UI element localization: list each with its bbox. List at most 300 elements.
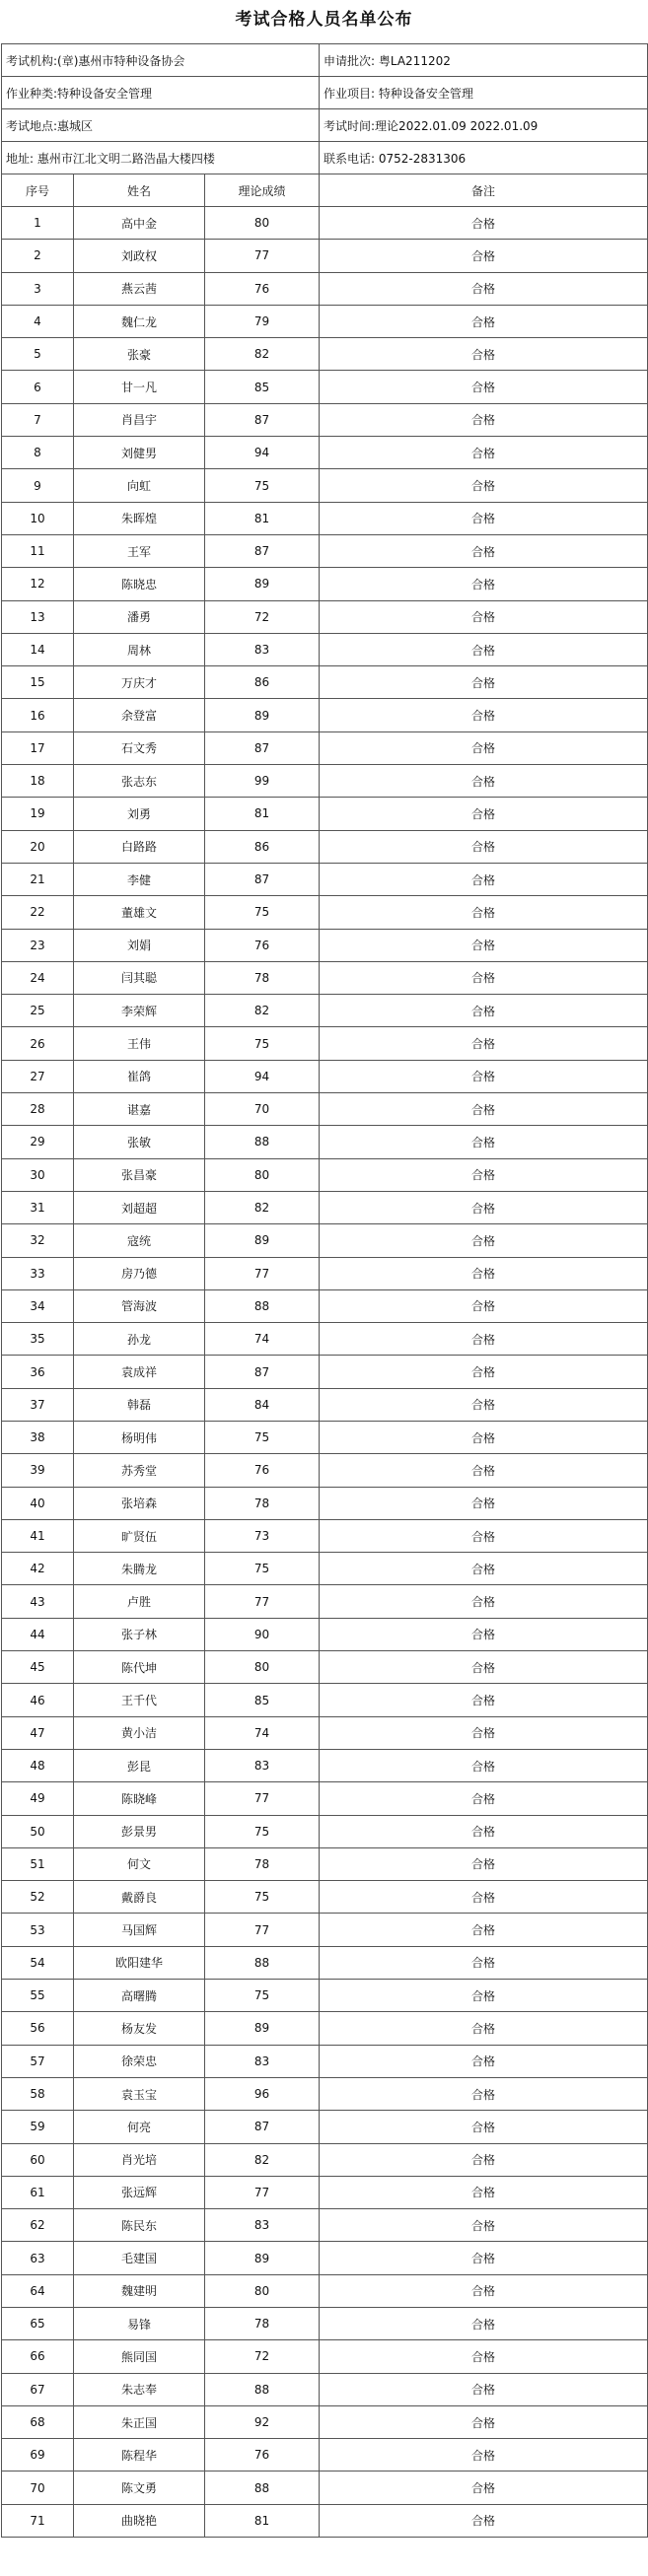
remark: 合格: [320, 2242, 648, 2274]
row-number: 33: [2, 1257, 74, 1289]
theory-score: 83: [205, 633, 320, 665]
theory-score: 78: [205, 1847, 320, 1880]
header-score: 理论成绩: [205, 174, 320, 207]
remark: 合格: [320, 1847, 648, 1880]
remark: 合格: [320, 2077, 648, 2110]
theory-score: 77: [205, 240, 320, 272]
theory-score: 77: [205, 1585, 320, 1618]
theory-score: 84: [205, 1388, 320, 1421]
remark: 合格: [320, 1289, 648, 1322]
theory-score: 88: [205, 1946, 320, 1979]
theory-score: 92: [205, 2405, 320, 2438]
theory-score: 75: [205, 1980, 320, 2012]
theory-score: 80: [205, 2274, 320, 2307]
row-number: 5: [2, 338, 74, 371]
remark: 合格: [320, 338, 648, 371]
row-number: 43: [2, 1585, 74, 1618]
theory-score: 85: [205, 1684, 320, 1716]
row-number: 2: [2, 240, 74, 272]
person-name: 朱正国: [74, 2405, 205, 2438]
remark: 合格: [320, 207, 648, 240]
theory-score: 75: [205, 1815, 320, 1847]
info-row-1: [2, 44, 648, 77]
theory-score: 88: [205, 1126, 320, 1158]
person-name: 万庆才: [74, 666, 205, 699]
row-number: 28: [2, 1093, 74, 1126]
row-number: 55: [2, 1980, 74, 2012]
table-row: [2, 1519, 648, 1552]
remark: 合格: [320, 1716, 648, 1749]
row-number: 44: [2, 1618, 74, 1650]
table-row: [2, 666, 648, 699]
person-name: 李健: [74, 863, 205, 895]
theory-score: 73: [205, 1519, 320, 1552]
remark: 合格: [320, 272, 648, 305]
remark: 合格: [320, 534, 648, 567]
row-number: 31: [2, 1191, 74, 1223]
person-name: 陈代坤: [74, 1651, 205, 1684]
person-name: 彭昆: [74, 1749, 205, 1781]
table-row: [2, 1126, 648, 1158]
table-row: [2, 568, 648, 600]
table-row: [2, 1289, 648, 1322]
table-row: [2, 1553, 648, 1585]
theory-score: 89: [205, 699, 320, 731]
row-number: 56: [2, 2012, 74, 2045]
row-number: 11: [2, 534, 74, 567]
row-number: 66: [2, 2340, 74, 2373]
remark: 合格: [320, 437, 648, 469]
row-number: 32: [2, 1224, 74, 1257]
table-row: [2, 830, 648, 863]
table-row: [2, 469, 648, 502]
theory-score: 81: [205, 2504, 320, 2537]
theory-score: 78: [205, 1487, 320, 1519]
person-name: 陈程华: [74, 2439, 205, 2472]
remark: 合格: [320, 1158, 648, 1191]
person-name: 魏建明: [74, 2274, 205, 2307]
row-number: 26: [2, 1027, 74, 1060]
remark: 合格: [320, 633, 648, 665]
row-number: 6: [2, 371, 74, 403]
remark: 合格: [320, 502, 648, 534]
person-name: 张远辉: [74, 2176, 205, 2208]
theory-score: 86: [205, 830, 320, 863]
remark: 合格: [320, 1651, 648, 1684]
person-name: 余登富: [74, 699, 205, 731]
remark: 合格: [320, 896, 648, 929]
person-name: 王伟: [74, 1027, 205, 1060]
person-name: 燕云茜: [74, 272, 205, 305]
theory-score: 83: [205, 2209, 320, 2242]
person-name: 董雄文: [74, 896, 205, 929]
table-row: [2, 1651, 648, 1684]
row-number: 54: [2, 1946, 74, 1979]
theory-score: 82: [205, 1191, 320, 1223]
theory-score: 90: [205, 1618, 320, 1650]
remark: 合格: [320, 2012, 648, 2045]
remark: 合格: [320, 765, 648, 798]
remark: 合格: [320, 961, 648, 994]
table-row: [2, 1815, 648, 1847]
theory-score: 86: [205, 666, 320, 699]
person-name: 陈晓峰: [74, 1782, 205, 1815]
theory-score: 85: [205, 371, 320, 403]
theory-score: 88: [205, 2373, 320, 2405]
theory-score: 77: [205, 1257, 320, 1289]
person-name: 徐荣忠: [74, 2045, 205, 2077]
person-name: 房乃德: [74, 1257, 205, 1289]
table-row: [2, 272, 648, 305]
row-number: 7: [2, 403, 74, 436]
person-name: 白路路: [74, 830, 205, 863]
person-name: 陈文勇: [74, 2472, 205, 2504]
row-number: 52: [2, 1881, 74, 1914]
row-number: 30: [2, 1158, 74, 1191]
row-number: 37: [2, 1388, 74, 1421]
theory-score: 78: [205, 961, 320, 994]
table-row: [2, 207, 648, 240]
table-row: [2, 1323, 648, 1356]
row-number: 71: [2, 2504, 74, 2537]
remark: 合格: [320, 2045, 648, 2077]
table-row: [2, 1027, 648, 1060]
theory-score: 79: [205, 305, 320, 337]
table-row: [2, 2111, 648, 2143]
remark: 合格: [320, 1914, 648, 1946]
theory-score: 89: [205, 2242, 320, 2274]
person-name: 崔鸽: [74, 1060, 205, 1092]
table-row: [2, 338, 648, 371]
remark: 合格: [320, 1519, 648, 1552]
theory-score: 89: [205, 568, 320, 600]
person-name: 石文秀: [74, 731, 205, 764]
row-number: 23: [2, 929, 74, 961]
table-row: [2, 2045, 648, 2077]
row-number: 17: [2, 731, 74, 764]
table-row: [2, 1388, 648, 1421]
row-number: 35: [2, 1323, 74, 1356]
person-name: 高曙腾: [74, 1980, 205, 2012]
theory-score: 80: [205, 1651, 320, 1684]
remark: 合格: [320, 2176, 648, 2208]
row-number: 9: [2, 469, 74, 502]
person-name: 陈民东: [74, 2209, 205, 2242]
remark: 合格: [320, 2439, 648, 2472]
remark: 合格: [320, 1323, 648, 1356]
person-name: 张敏: [74, 1126, 205, 1158]
person-name: 寇统: [74, 1224, 205, 1257]
header-no: 序号: [2, 174, 74, 207]
theory-score: 77: [205, 1782, 320, 1815]
remark: 合格: [320, 1618, 648, 1650]
person-name: 旷贤伍: [74, 1519, 205, 1552]
table-row: [2, 240, 648, 272]
table-row: [2, 929, 648, 961]
table-row: [2, 2274, 648, 2307]
person-name: 李荣辉: [74, 995, 205, 1027]
row-number: 40: [2, 1487, 74, 1519]
table-row: [2, 2373, 648, 2405]
person-name: 朱晖煌: [74, 502, 205, 534]
row-number: 12: [2, 568, 74, 600]
row-number: 67: [2, 2373, 74, 2405]
table-row: [2, 2472, 648, 2504]
person-name: 刘娟: [74, 929, 205, 961]
person-name: 毛建国: [74, 2242, 205, 2274]
exam-location: 考试地点:惠城区: [2, 109, 320, 142]
theory-score: 83: [205, 2045, 320, 2077]
row-number: 4: [2, 305, 74, 337]
remark: 合格: [320, 2472, 648, 2504]
person-name: 张培森: [74, 1487, 205, 1519]
theory-score: 81: [205, 798, 320, 830]
page-title: 考试合格人员名单公布: [235, 10, 413, 30]
work-project: 作业项目: 特种设备安全管理: [320, 77, 648, 109]
theory-score: 96: [205, 2077, 320, 2110]
table-row: [2, 1454, 648, 1487]
remark: 合格: [320, 1257, 648, 1289]
remark: 合格: [320, 1553, 648, 1585]
row-number: 45: [2, 1651, 74, 1684]
theory-score: 80: [205, 207, 320, 240]
remark: 合格: [320, 305, 648, 337]
table-row: [2, 2308, 648, 2340]
row-number: 41: [2, 1519, 74, 1552]
row-number: 15: [2, 666, 74, 699]
table-row: [2, 534, 648, 567]
row-number: 50: [2, 1815, 74, 1847]
theory-score: 81: [205, 502, 320, 534]
table-row: [2, 1749, 648, 1781]
person-name: 陈晓忠: [74, 568, 205, 600]
row-number: 65: [2, 2308, 74, 2340]
theory-score: 87: [205, 534, 320, 567]
person-name: 刘健男: [74, 437, 205, 469]
person-name: 张豪: [74, 338, 205, 371]
remark: 合格: [320, 1749, 648, 1781]
person-name: 何亮: [74, 2111, 205, 2143]
row-number: 20: [2, 830, 74, 863]
person-name: 易锋: [74, 2308, 205, 2340]
remark: 合格: [320, 1224, 648, 1257]
table-row: [2, 1980, 648, 2012]
remark: 合格: [320, 371, 648, 403]
person-name: 马国辉: [74, 1914, 205, 1946]
header-remark: 备注: [320, 174, 648, 207]
table-row: [2, 1356, 648, 1388]
theory-score: 78: [205, 2308, 320, 2340]
person-name: 谌嘉: [74, 1093, 205, 1126]
table-row: [2, 1487, 648, 1519]
row-number: 16: [2, 699, 74, 731]
table-row: [2, 371, 648, 403]
table-row: [2, 863, 648, 895]
remark: 合格: [320, 798, 648, 830]
table-row: [2, 2077, 648, 2110]
row-number: 1: [2, 207, 74, 240]
remark: 合格: [320, 2274, 648, 2307]
table-row: [2, 731, 648, 764]
person-name: 袁成祥: [74, 1356, 205, 1388]
theory-score: 87: [205, 863, 320, 895]
remark: 合格: [320, 1027, 648, 1060]
row-number: 10: [2, 502, 74, 534]
person-name: 朱志奉: [74, 2373, 205, 2405]
remark: 合格: [320, 1388, 648, 1421]
remark: 合格: [320, 699, 648, 731]
person-name: 潘勇: [74, 600, 205, 633]
table-row: [2, 1684, 648, 1716]
table-row: [2, 2242, 648, 2274]
theory-score: 75: [205, 1027, 320, 1060]
remark: 合格: [320, 929, 648, 961]
theory-score: 72: [205, 600, 320, 633]
person-name: 张子林: [74, 1618, 205, 1650]
row-number: 14: [2, 633, 74, 665]
row-number: 62: [2, 2209, 74, 2242]
remark: 合格: [320, 568, 648, 600]
theory-score: 76: [205, 1454, 320, 1487]
remark: 合格: [320, 666, 648, 699]
row-number: 3: [2, 272, 74, 305]
person-name: 刘政权: [74, 240, 205, 272]
remark: 合格: [320, 1093, 648, 1126]
row-number: 57: [2, 2045, 74, 2077]
row-number: 60: [2, 2143, 74, 2176]
theory-score: 83: [205, 1749, 320, 1781]
row-number: 25: [2, 995, 74, 1027]
remark: 合格: [320, 1980, 648, 2012]
person-name: 闫其聪: [74, 961, 205, 994]
row-number: 42: [2, 1553, 74, 1585]
row-number: 47: [2, 1716, 74, 1749]
row-number: 61: [2, 2176, 74, 2208]
table-row: [2, 896, 648, 929]
theory-score: 75: [205, 1881, 320, 1914]
remark: 合格: [320, 2373, 648, 2405]
remark: 合格: [320, 1356, 648, 1388]
row-number: 22: [2, 896, 74, 929]
theory-score: 89: [205, 1224, 320, 1257]
person-name: 韩磊: [74, 1388, 205, 1421]
row-number: 13: [2, 600, 74, 633]
person-name: 欧阳建华: [74, 1946, 205, 1979]
row-number: 48: [2, 1749, 74, 1781]
row-number: 27: [2, 1060, 74, 1092]
theory-score: 88: [205, 1289, 320, 1322]
remark: 合格: [320, 1421, 648, 1453]
person-name: 周林: [74, 633, 205, 665]
header-name: 姓名: [74, 174, 205, 207]
remark: 合格: [320, 469, 648, 502]
info-row-2: [2, 77, 648, 109]
theory-score: 94: [205, 437, 320, 469]
row-number: 38: [2, 1421, 74, 1453]
person-name: 张志东: [74, 765, 205, 798]
remark: 合格: [320, 2143, 648, 2176]
theory-score: 89: [205, 2012, 320, 2045]
table-row: [2, 2340, 648, 2373]
theory-score: 82: [205, 2143, 320, 2176]
remark: 合格: [320, 2340, 648, 2373]
row-number: 34: [2, 1289, 74, 1322]
person-name: 卢胜: [74, 1585, 205, 1618]
info-row-4: [2, 142, 648, 174]
table-row: [2, 1618, 648, 1650]
remark: 合格: [320, 1487, 648, 1519]
table-row: [2, 699, 648, 731]
table-row: [2, 2504, 648, 2537]
theory-score: 75: [205, 1421, 320, 1453]
theory-score: 87: [205, 1356, 320, 1388]
table-row: [2, 2143, 648, 2176]
table-row: [2, 1421, 648, 1453]
table-row: [2, 765, 648, 798]
table-row: [2, 305, 648, 337]
address: 地址: 惠州市江北文明二路浩晶大楼四楼: [2, 142, 320, 174]
remark: 合格: [320, 1684, 648, 1716]
remark: 合格: [320, 600, 648, 633]
person-name: 管海波: [74, 1289, 205, 1322]
theory-score: 87: [205, 731, 320, 764]
remark: 合格: [320, 2405, 648, 2438]
person-name: 熊同国: [74, 2340, 205, 2373]
row-number: 36: [2, 1356, 74, 1388]
table-row: [2, 502, 648, 534]
exam-time: 考试时间:理论2022.01.09 2022.01.09: [320, 109, 648, 142]
exam-org: 考试机构:(章)惠州市特种设备协会: [2, 44, 320, 77]
row-number: 68: [2, 2405, 74, 2438]
theory-score: 74: [205, 1716, 320, 1749]
theory-score: 76: [205, 929, 320, 961]
remark: 合格: [320, 1126, 648, 1158]
table-row: [2, 2176, 648, 2208]
person-name: 甘一凡: [74, 371, 205, 403]
person-name: 向虹: [74, 469, 205, 502]
remark: 合格: [320, 240, 648, 272]
theory-score: 80: [205, 1158, 320, 1191]
row-number: 69: [2, 2439, 74, 2472]
table-row: [2, 1585, 648, 1618]
row-number: 29: [2, 1126, 74, 1158]
row-number: 18: [2, 765, 74, 798]
remark: 合格: [320, 2209, 648, 2242]
row-number: 46: [2, 1684, 74, 1716]
person-name: 刘超超: [74, 1191, 205, 1223]
theory-score: 82: [205, 995, 320, 1027]
remark: 合格: [320, 731, 648, 764]
person-name: 曲晓艳: [74, 2504, 205, 2537]
table-row: [2, 1224, 648, 1257]
theory-score: 74: [205, 1323, 320, 1356]
person-name: 袁玉宝: [74, 2077, 205, 2110]
work-category: 作业种类:特种设备安全管理: [2, 77, 320, 109]
person-name: 杨友发: [74, 2012, 205, 2045]
remark: 合格: [320, 1060, 648, 1092]
contact-phone: 联系电话: 0752-2831306: [320, 142, 648, 174]
theory-score: 72: [205, 2340, 320, 2373]
person-name: 苏秀堂: [74, 1454, 205, 1487]
theory-score: 77: [205, 1914, 320, 1946]
row-number: 21: [2, 863, 74, 895]
table-row: [2, 1060, 648, 1092]
row-number: 39: [2, 1454, 74, 1487]
theory-score: 75: [205, 469, 320, 502]
theory-score: 75: [205, 896, 320, 929]
remark: 合格: [320, 1191, 648, 1223]
table-row: [2, 961, 648, 994]
